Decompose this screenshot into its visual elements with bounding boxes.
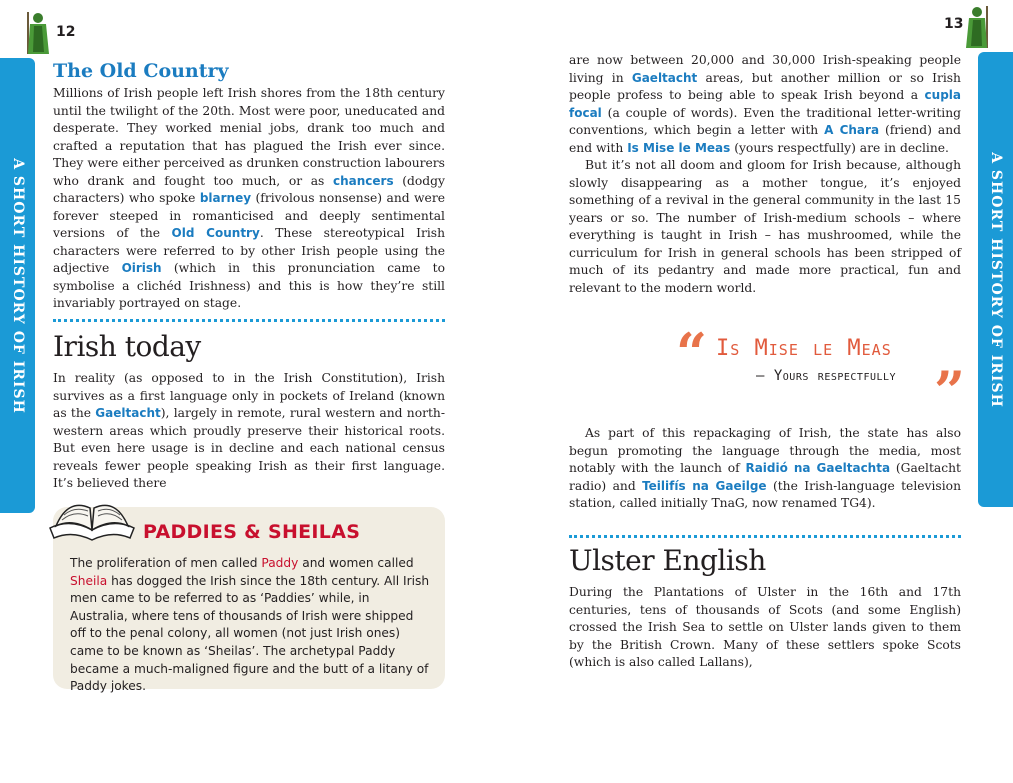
keyword: Raidió na Gaeltachta bbox=[745, 461, 891, 475]
section-heading: Irish today bbox=[53, 330, 201, 363]
keyword: Old Country bbox=[171, 226, 260, 240]
page-number: 12 bbox=[56, 24, 76, 40]
keyword: Sheila bbox=[70, 573, 108, 588]
paragraph: are now between 20,000 and 30,000 Irish-speaking people living in Gaeltacht areas, but another million or so Irish people profess to being able to speak Irish beyond a cupla focal (a couple of words). Even the traditional letter-writing conventions, which begin a letter with A Chara (friend) and end with Is Mise le Meas (yours respectfully) are in decline. bbox=[569, 53, 961, 155]
paragraph: As part of this repackaging of Irish, the state has also begun promoting the language through the media, most notably with the launch of Raidió na Gaeltachta (Gaeltacht radio) and Teilifís na Gaeilge (the Irish-language television station, called initially TnaG, now renamed TG4). bbox=[569, 426, 962, 510]
section-heading: The Old Country bbox=[53, 60, 229, 82]
page-number: 13 bbox=[944, 16, 964, 32]
keyword: A Chara bbox=[824, 123, 880, 137]
side-tab-label: A SHORT HISTORY OF IRISH bbox=[987, 151, 1004, 408]
keyword: Gaeltacht bbox=[95, 406, 161, 420]
keyword: blarney bbox=[199, 191, 252, 205]
section-ulster-english bbox=[569, 544, 961, 672]
keyword: Paddy bbox=[261, 556, 299, 570]
dotted-divider bbox=[53, 319, 445, 322]
pull-quote bbox=[676, 321, 966, 423]
close-quote-icon: ” bbox=[934, 359, 966, 423]
keyword: chancers bbox=[333, 173, 394, 188]
open-book-icon bbox=[46, 488, 138, 544]
keyword: Teilifís na Gaeilge bbox=[642, 478, 767, 493]
open-quote-icon: “ bbox=[676, 321, 708, 385]
quote-attribution: — Yours respectfully bbox=[756, 368, 897, 384]
paragraph: Millions of Irish people left Irish shores from the 18th century until the twilight of the 20th. Most were poor, uneducated and desperate. They worked menial jobs, drank too much and crafted a reputation that has plagued the Irish ever since. They were either perceived as drunken construction labourers who drank and fought too much, or as chancers (dodgy characters) who spoke blarney (frivolous nonsense) and were forever steeped in romanticised and deeply sentimental versions of the Old Country. These stereotypical Irish characters were referred to by other Irish people using the adjective Oirish (which in this pronunciation came to symbolise a clichéd Irishness) and this is how they’re still invariably portrayed on stage. bbox=[53, 86, 445, 310]
box-paragraph: The proliferation of men called Paddy and women called Sheila has dogged the Irish since the 18th century. All Irish men came to be referred to as ‘Paddies’ while, in Australia, where tens of thousands of Irish were shipped off to the penal colony, all women (not just Irish ones) came to be known as ‘Sheilas’. The archetypal Paddy became a much-maligned figure and the butt of a litany of Paddy jokes. bbox=[70, 556, 430, 694]
keyword: Is Mise le Meas bbox=[627, 140, 731, 155]
dotted-divider bbox=[569, 535, 961, 538]
quote-text: Is Mise le Meas bbox=[716, 336, 892, 361]
paragraph: But it’s not all doom and gloom for Irish because, although slowly disappearing as a mother tongue, it’s enjoyed something of a revival in the general community in the last 15 years or so. The number of Irish-medium schools – where everything is taught in Irish – has mushroomed, while the curriculum for Irish in general schools has been stripped of much of its pedantry and made more practical, fun and relevant to the modern world. bbox=[569, 158, 961, 295]
side-tab bbox=[0, 58, 35, 513]
green-figure-icon bbox=[965, 4, 991, 50]
side-tab-label: A SHORT HISTORY OF IRISH bbox=[9, 157, 26, 414]
paragraph: During the Plantations of Ulster in the 16th and 17th centuries, tens of thousands of Scots (and some English) crossed the Irish Sea to settle on Ulster lands given to them by the British Crown. Many of these settlers spoke Scots (which is also called Lallans), bbox=[569, 585, 961, 669]
section-old-country bbox=[53, 60, 445, 313]
box-title: PADDIES & SHEILAS bbox=[143, 521, 361, 543]
section-heading: Ulster English bbox=[569, 544, 766, 577]
keyword: cupla focal bbox=[569, 88, 961, 120]
section-irish-today bbox=[53, 330, 445, 493]
paragraph: In reality (as opposed to in the Irish Constitution), Irish survives as a first language only in pockets of Ireland (known as the Gaeltacht), largely in remote, rural western and north-western areas which proudly preserve their historical roots. But even here usage is in decline and each national census reveals fewer people speaking Irish as their first language. It’s believed there bbox=[53, 371, 445, 490]
right-column-mid bbox=[569, 425, 961, 513]
keyword: Gaeltacht bbox=[631, 70, 698, 85]
side-tab bbox=[978, 52, 1013, 507]
keyword: Oirish bbox=[121, 261, 162, 275]
green-figure-icon bbox=[24, 10, 50, 56]
right-column-top bbox=[569, 52, 961, 297]
